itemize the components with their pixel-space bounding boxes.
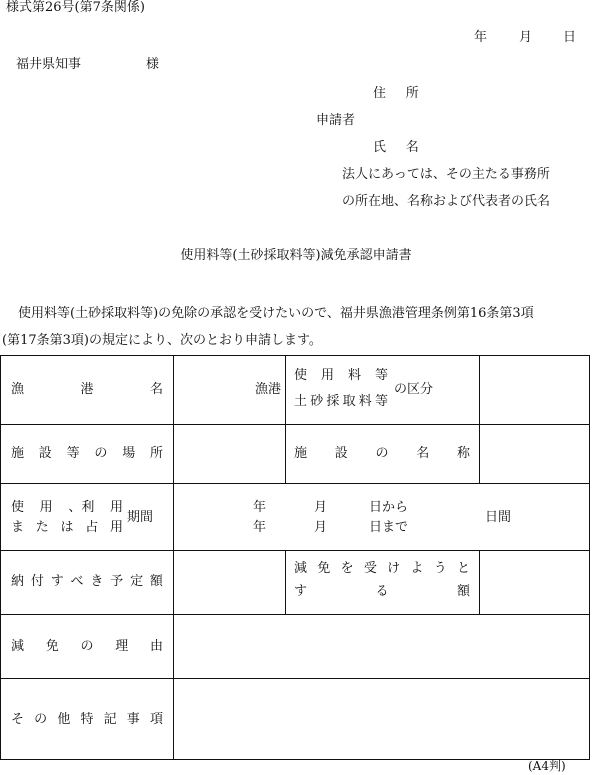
applicant-note-line2: の所在地、名称および代表者の氏名 [342,194,551,209]
period-from-year: 年 [253,500,267,515]
document-title: 使用料等(土砂採取料等)減免承認申請書 [180,248,412,263]
applicant-role-label: 申請者 [316,113,356,128]
addressee-name: 福井県知事 [16,57,82,72]
addressee-honorific: 様 [146,57,160,72]
payment-label: 納 付 す べ き 予 定 額 [11,574,163,589]
facility-location-label: 施 設 等 の 場 所 [11,446,163,461]
row-divider [1,550,589,551]
period-to-day: 日まで [369,520,409,535]
date-day-label: 日 [563,30,577,45]
date-year-label: 年 [474,30,488,45]
fee-type-suffix: の区分 [394,382,434,397]
row-divider [1,614,589,615]
column-divider [479,550,480,614]
reason-label: 減 免 の 理 由 [11,639,163,654]
notes-label: そ の 他 特 記 事 項 [11,712,163,727]
row-divider [1,424,589,425]
fee-type-label-line2: 土 砂 採 取 料 等 [294,394,388,409]
period-to-year: 年 [253,520,267,535]
applicant-name-label: 氏 名 [373,140,427,155]
row-divider [1,678,589,679]
applicant-note-line1: 法人にあっては、その主たる事務所 [342,167,550,182]
period-label-line1: 使 用 、利 用 [11,500,123,515]
reduction-label-line1: 減 免 を 受 け よ う と [294,561,470,576]
body-line1: 使用料等(土砂採取料等)の免除の承認を受けたいので、福井県漁港管理条例第16条第3項 [18,306,534,321]
port-name-label: 漁 港 名 [11,382,163,397]
fee-type-label-line1: 使 用 料 等 [294,368,388,383]
application-table [0,355,590,760]
period-label-line2: ま た は 占 用 [11,520,123,535]
column-divider [479,356,480,483]
reduction-label-line2: す る 額 [294,584,470,599]
period-days-label: 日間 [485,510,512,525]
period-from-month: 月 [314,500,328,515]
column-divider [285,550,286,614]
column-divider [173,356,174,759]
period-from-day: 日から [369,500,409,515]
date-month-label: 月 [519,30,533,45]
row-divider [1,483,589,484]
facility-name-label: 施 設 の 名 称 [294,446,470,461]
period-label-suffix: 期間 [127,510,154,525]
period-to-month: 月 [314,520,328,535]
column-divider [285,356,286,483]
applicant-address-label: 住 所 [373,86,427,101]
form-number: 様式第26号(第7条関係) [6,0,145,15]
port-name-suffix: 漁港 [254,382,281,397]
paper-size-note: (A4判) [528,759,566,773]
body-line2: (第17条第3項)の規定により、次のとおり申請します。 [2,333,322,348]
